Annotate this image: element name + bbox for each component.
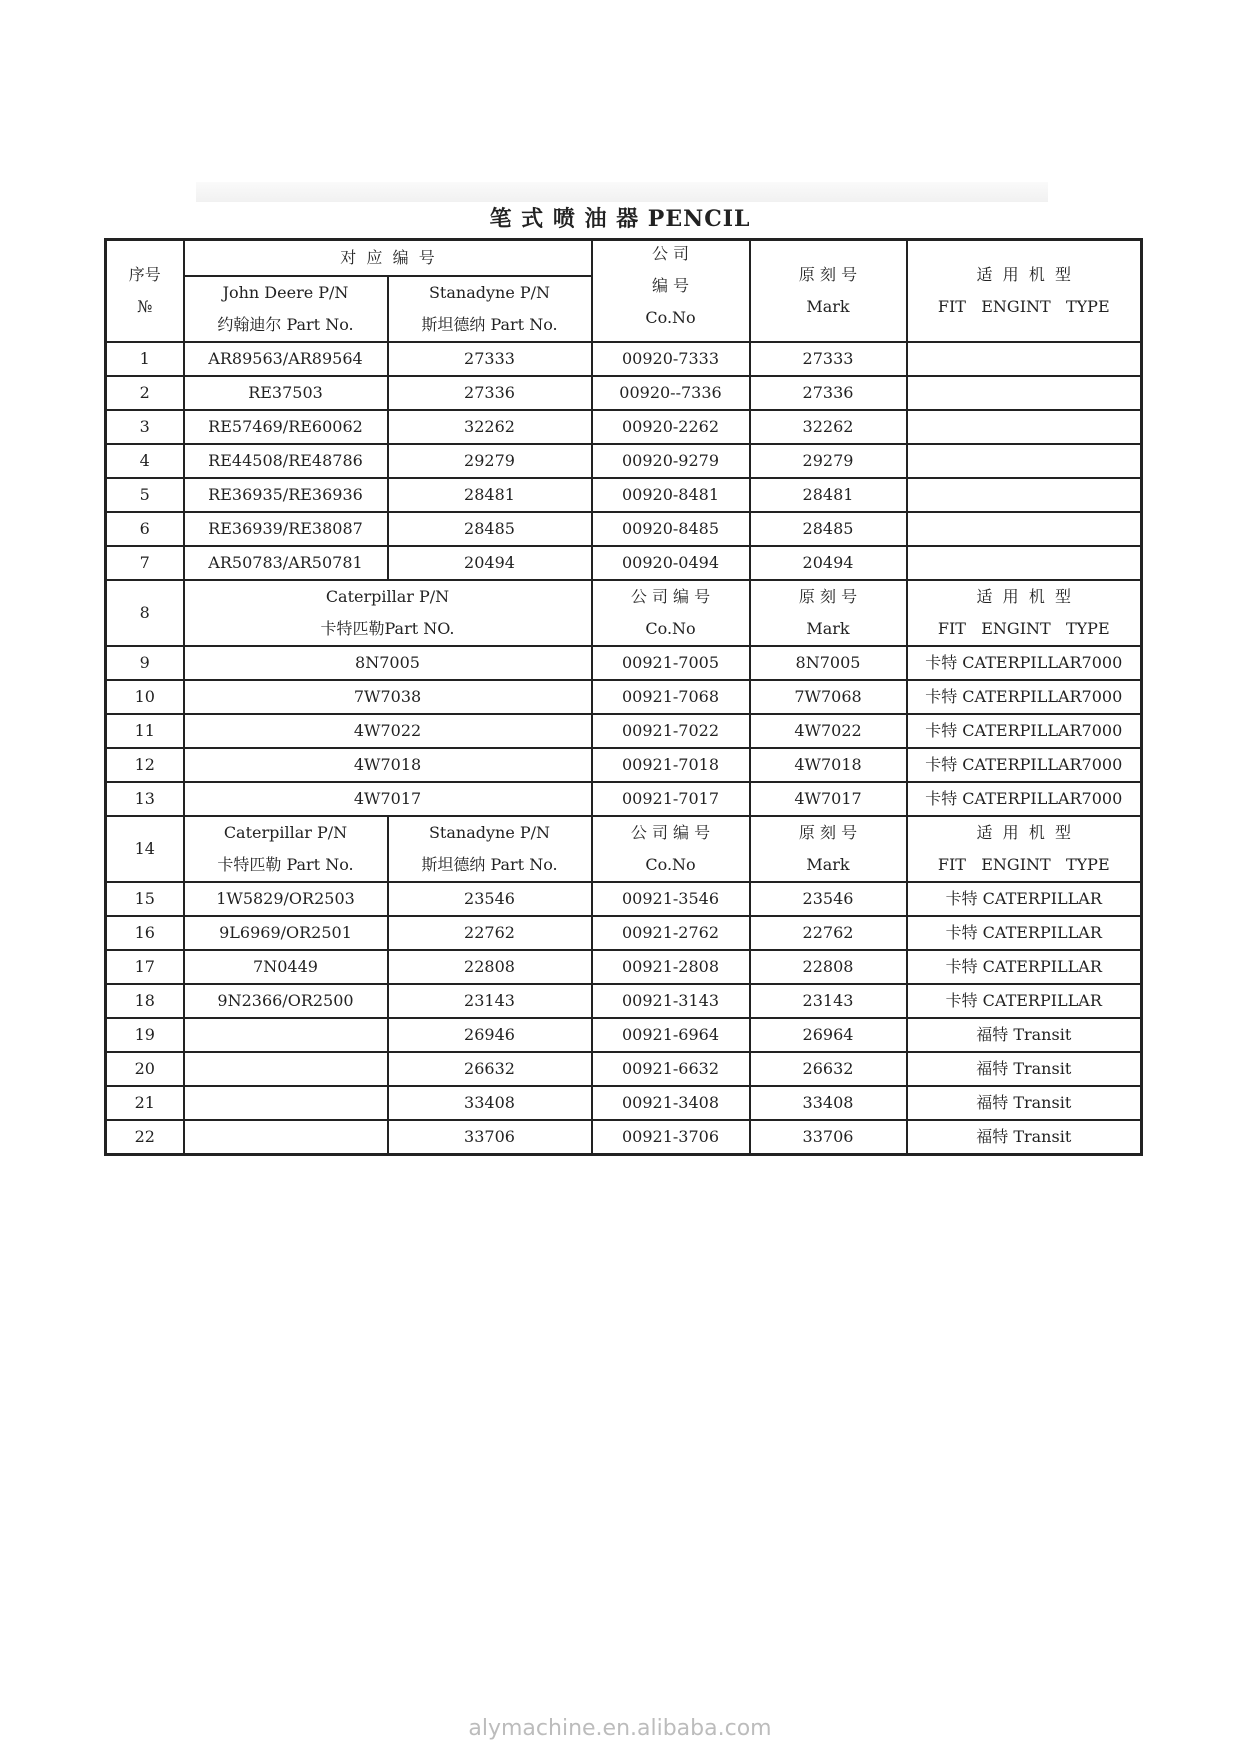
header-jd [184, 276, 388, 342]
caterpillar-part: 9L6969/OR2501 [184, 916, 388, 950]
caterpillar-part [184, 1052, 388, 1086]
table-row [106, 984, 1142, 1018]
row-number: 6 [106, 512, 184, 546]
john-deere-part: AR89563/AR89564 [184, 342, 388, 376]
original-mark: 23546 [750, 882, 907, 916]
caterpillar-part: 4W7018 [184, 748, 592, 782]
original-mark: 26632 [750, 1052, 907, 1086]
watermark: alymachine.en.alibaba.com [468, 1716, 772, 1741]
caterpillar-header-line2: 卡特匹勒 Part No. [217, 855, 354, 874]
parts-table-body [106, 240, 1142, 1155]
row-number: 4 [106, 444, 184, 478]
stanadyne-part: 26946 [388, 1018, 592, 1052]
caterpillar-part: 8N7005 [184, 646, 592, 680]
caterpillar-header-line1: Caterpillar P/N [223, 823, 348, 842]
caterpillar-part [184, 1120, 388, 1155]
row-number: 7 [106, 546, 184, 580]
original-mark: 33706 [750, 1120, 907, 1155]
header-seq-en: № [137, 297, 153, 316]
john-deere-part: RE37503 [184, 376, 388, 410]
fit-engine [907, 478, 1142, 512]
john-deere-part: RE36935/RE36936 [184, 478, 388, 512]
caterpillar-part: 7W7038 [184, 680, 592, 714]
company-number: 00921-3546 [592, 882, 750, 916]
table-row [106, 782, 1142, 816]
fit-engine [907, 512, 1142, 546]
fit-engine-header-line2: FIT ENGINT TYPE [937, 855, 1110, 874]
table-row [106, 410, 1142, 444]
company-number: 00920-8485 [592, 512, 750, 546]
caterpillar-part: 7N0449 [184, 950, 388, 984]
fit-engine [907, 342, 1142, 376]
company-number: 00921-7068 [592, 680, 750, 714]
caterpillar-part [184, 1018, 388, 1052]
table-row [106, 1052, 1142, 1086]
original-mark: 29279 [750, 444, 907, 478]
stanadyne-part: 26632 [388, 1052, 592, 1086]
stanadyne-part: 33408 [388, 1086, 592, 1120]
original-mark: 26964 [750, 1018, 907, 1052]
original-mark: 28481 [750, 478, 907, 512]
header-stan-en: Stanadyne P/N [428, 283, 551, 302]
header-jd-cn: 约翰迪尔 Part No. [217, 315, 354, 334]
table-row [106, 680, 1142, 714]
header-fit-en: FIT ENGINT TYPE [937, 297, 1110, 316]
caterpillar-part: 1W5829/OR2503 [184, 882, 388, 916]
stanadyne-part: 27333 [388, 342, 592, 376]
fit-engine [907, 376, 1142, 410]
original-mark-header-line1: 原 刻 号 [798, 587, 858, 606]
company-number: 00920-2262 [592, 410, 750, 444]
original-mark: 4W7017 [750, 782, 907, 816]
table-row [106, 1120, 1142, 1155]
stanadyne-header-line1: Stanadyne P/N [428, 823, 551, 842]
table-row [106, 646, 1142, 680]
stanadyne-part: 22808 [388, 950, 592, 984]
table-row [106, 342, 1142, 376]
row-number: 5 [106, 478, 184, 512]
row-number: 12 [106, 748, 184, 782]
header-mark-en: Mark [806, 297, 850, 316]
original-mark: 4W7018 [750, 748, 907, 782]
original-mark: 28485 [750, 512, 907, 546]
original-mark: 32262 [750, 410, 907, 444]
row-number: 20 [106, 1052, 184, 1086]
page-title: 笔 式 喷 油 器 PENCIL [489, 206, 751, 232]
table-row [106, 950, 1142, 984]
company-number: 00921-6632 [592, 1052, 750, 1086]
header-jd-en: John Deere P/N [222, 283, 349, 302]
original-mark: 27333 [750, 342, 907, 376]
row-number: 13 [106, 782, 184, 816]
caterpillar-header [184, 580, 592, 646]
original-mark: 33408 [750, 1086, 907, 1120]
caterpillar-header-line1: Caterpillar P/N [325, 587, 450, 606]
table-row [106, 882, 1142, 916]
stanadyne-part: 28481 [388, 478, 592, 512]
header-fit-cn: 适 用 机 型 [976, 265, 1072, 284]
fit-engine: 卡特 CATERPILLAR [907, 950, 1142, 984]
company-number-header-line1: 公 司 编 号 [630, 823, 711, 842]
john-deere-part: RE44508/RE48786 [184, 444, 388, 478]
fit-engine-header-line2: FIT ENGINT TYPE [937, 619, 1110, 638]
company-number: 00921-2762 [592, 916, 750, 950]
company-number: 00920--7336 [592, 376, 750, 410]
original-mark-header-line2: Mark [806, 619, 850, 638]
fit-engine-header [907, 580, 1142, 646]
row-number: 10 [106, 680, 184, 714]
stanadyne-part: 27336 [388, 376, 592, 410]
company-number: 00921-7017 [592, 782, 750, 816]
original-mark-header [750, 816, 907, 882]
parts-table [104, 238, 1143, 1156]
stanadyne-part: 32262 [388, 410, 592, 444]
john-deere-part: RE36939/RE38087 [184, 512, 388, 546]
fit-engine-header-line1: 适 用 机 型 [976, 587, 1072, 606]
table-row [106, 916, 1142, 950]
company-number: 00920-8481 [592, 478, 750, 512]
company-number: 00920-9279 [592, 444, 750, 478]
company-number-header-line2: Co.No [645, 619, 696, 638]
row-number: 2 [106, 376, 184, 410]
fit-engine: 卡特 CATERPILLAR [907, 882, 1142, 916]
caterpillar-part: 4W7022 [184, 714, 592, 748]
row-number: 22 [106, 1120, 184, 1155]
row-number: 11 [106, 714, 184, 748]
company-number: 00920-7333 [592, 342, 750, 376]
original-mark: 7W7068 [750, 680, 907, 714]
john-deere-part: AR50783/AR50781 [184, 546, 388, 580]
original-mark: 22762 [750, 916, 907, 950]
header-co-en: Co.No [645, 308, 696, 327]
original-mark: 23143 [750, 984, 907, 1018]
company-number: 00921-7018 [592, 748, 750, 782]
john-deere-part: RE57469/RE60062 [184, 410, 388, 444]
original-mark-header [750, 580, 907, 646]
row-number: 14 [106, 816, 184, 882]
stanadyne-header-line2: 斯坦德纳 Part No. [421, 855, 558, 874]
stanadyne-part: 29279 [388, 444, 592, 478]
company-number-header-line2: Co.No [645, 855, 696, 874]
table-row [106, 748, 1142, 782]
original-mark-header-line2: Mark [806, 855, 850, 874]
header-stan [388, 276, 592, 342]
original-mark: 22808 [750, 950, 907, 984]
fit-engine: 卡特 CATERPILLAR7000 [907, 714, 1142, 748]
table-row [106, 376, 1142, 410]
original-mark: 27336 [750, 376, 907, 410]
row-number: 15 [106, 882, 184, 916]
row-number: 1 [106, 342, 184, 376]
header-group: 对 应 编 号 [184, 240, 592, 277]
company-number: 00921-2808 [592, 950, 750, 984]
caterpillar-header-line2: 卡特匹勒Part NO. [320, 619, 455, 638]
company-number: 00921-7005 [592, 646, 750, 680]
original-mark: 20494 [750, 546, 907, 580]
fit-engine: 卡特 CATERPILLAR7000 [907, 748, 1142, 782]
company-number: 00921-7022 [592, 714, 750, 748]
header-row-1 [106, 240, 1142, 277]
row-number: 9 [106, 646, 184, 680]
stanadyne-part: 28485 [388, 512, 592, 546]
company-number-header-line1: 公 司 编 号 [630, 587, 711, 606]
row-number: 16 [106, 916, 184, 950]
row-number: 3 [106, 410, 184, 444]
fit-engine: 福特 Transit [907, 1120, 1142, 1155]
fit-engine: 卡特 CATERPILLAR [907, 984, 1142, 1018]
header-mark [750, 240, 907, 343]
caterpillar-part: 9N2366/OR2500 [184, 984, 388, 1018]
stanadyne-part: 33706 [388, 1120, 592, 1155]
header-mark-cn: 原 刻 号 [798, 265, 858, 284]
stanadyne-part: 20494 [388, 546, 592, 580]
row-number: 8 [106, 580, 184, 646]
fit-engine: 福特 Transit [907, 1018, 1142, 1052]
fit-engine: 卡特 CATERPILLAR [907, 916, 1142, 950]
row-number: 17 [106, 950, 184, 984]
table-row [106, 444, 1142, 478]
table-row [106, 478, 1142, 512]
fit-engine [907, 410, 1142, 444]
header-co [592, 240, 750, 343]
company-number: 00921-3706 [592, 1120, 750, 1155]
company-number-header [592, 816, 750, 882]
fit-engine-header [907, 816, 1142, 882]
original-mark-header-line1: 原 刻 号 [798, 823, 858, 842]
company-number: 00920-0494 [592, 546, 750, 580]
header-co-cn2: 编 号 [651, 276, 690, 295]
caterpillar-part [184, 1086, 388, 1120]
table-row [106, 546, 1142, 580]
fit-engine: 福特 Transit [907, 1086, 1142, 1120]
stanadyne-part: 23143 [388, 984, 592, 1018]
fit-engine-header-line1: 适 用 机 型 [976, 823, 1072, 842]
company-number-header [592, 580, 750, 646]
table-row [106, 714, 1142, 748]
row-number: 19 [106, 1018, 184, 1052]
section-c-header [106, 816, 1142, 882]
fit-engine: 福特 Transit [907, 1052, 1142, 1086]
header-fit [907, 240, 1142, 343]
title-band [196, 182, 1048, 202]
fit-engine [907, 444, 1142, 478]
stanadyne-part: 23546 [388, 882, 592, 916]
fit-engine [907, 546, 1142, 580]
row-number: 21 [106, 1086, 184, 1120]
table-row [106, 512, 1142, 546]
table-row [106, 1018, 1142, 1052]
header-co-cn1: 公 司 [651, 244, 690, 263]
section-b-header [106, 580, 1142, 646]
header-seq-cn: 序号 [128, 265, 161, 284]
stanadyne-header [388, 816, 592, 882]
caterpillar-header [184, 816, 388, 882]
fit-engine: 卡特 CATERPILLAR7000 [907, 646, 1142, 680]
header-stan-cn: 斯坦德纳 Part No. [421, 315, 558, 334]
company-number: 00921-3408 [592, 1086, 750, 1120]
caterpillar-part: 4W7017 [184, 782, 592, 816]
original-mark: 8N7005 [750, 646, 907, 680]
fit-engine: 卡特 CATERPILLAR7000 [907, 680, 1142, 714]
table-row [106, 1086, 1142, 1120]
fit-engine: 卡特 CATERPILLAR7000 [907, 782, 1142, 816]
company-number: 00921-6964 [592, 1018, 750, 1052]
company-number: 00921-3143 [592, 984, 750, 1018]
stanadyne-part: 22762 [388, 916, 592, 950]
row-number: 18 [106, 984, 184, 1018]
original-mark: 4W7022 [750, 714, 907, 748]
header-seq [106, 240, 184, 343]
